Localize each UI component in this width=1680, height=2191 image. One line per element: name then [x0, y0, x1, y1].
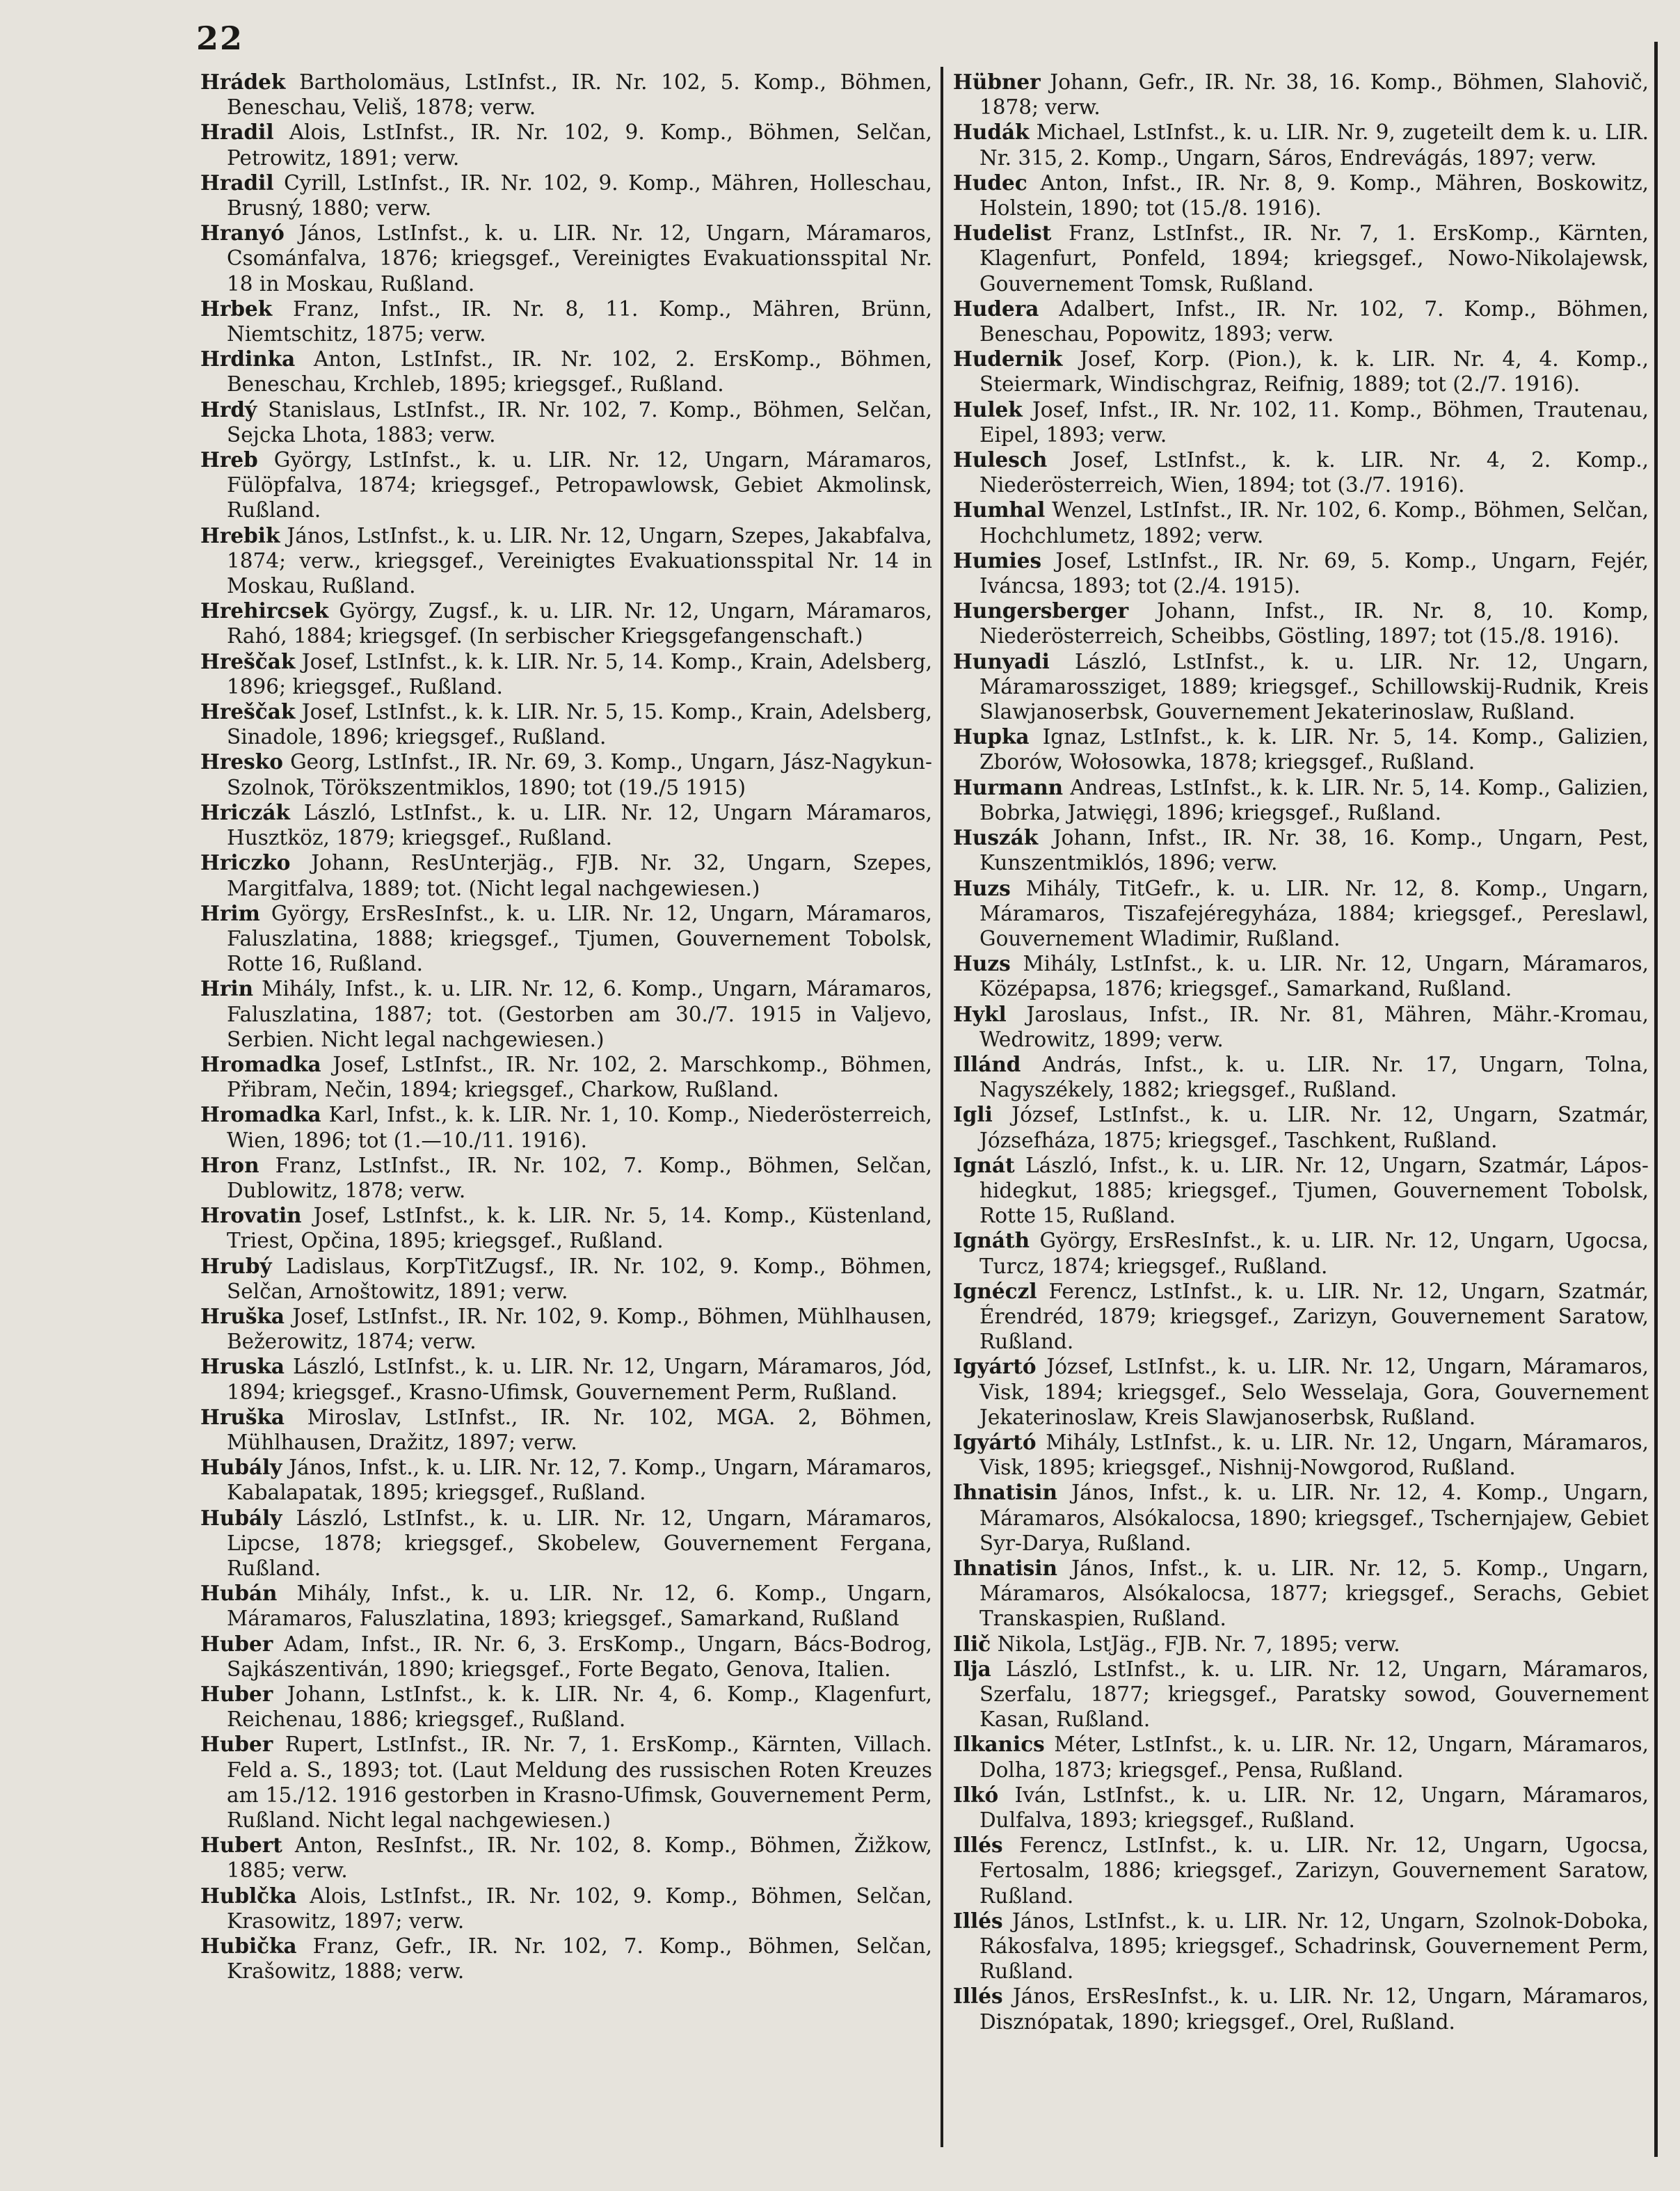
list-entry: [953, 1052, 1649, 1102]
list-entry: [200, 447, 932, 523]
list-entry: [200, 1833, 932, 1883]
list-entry: [953, 397, 1649, 447]
entry-surname: Hungersberger: [953, 598, 1129, 623]
right-column: [953, 70, 1649, 2034]
entry-surname: Huszák: [953, 825, 1039, 850]
entry-surname: Illánd: [953, 1051, 1021, 1076]
entry-surname: Hruska: [200, 1354, 285, 1379]
entry-surname: Hrdinka: [200, 346, 296, 372]
list-entry: [200, 120, 932, 170]
list-entry: [200, 523, 932, 599]
entry-details: László, LstInfst., k. u. LIR. Nr. 12, Ungarn, Máramarossziget, 1889; kriegsgef., Schillowskij-Rudnik, Kreis Slawjanoserbsk, Gouvernement Jekaterinoslaw, Rußland.: [979, 649, 1649, 724]
list-entry: [953, 1833, 1649, 1909]
entry-details: Alois, LstInfst., IR. Nr. 102, 9. Komp., Böhmen, Selčan, Krasowitz, 1897; verw.: [227, 1883, 932, 1933]
list-entry: [200, 901, 932, 977]
list-entry: [953, 1354, 1649, 1430]
entry-details: Johann, ResUnterjäg., FJB. Nr. 32, Ungarn, Szepes, Margitfalva, 1889; tot. (Nicht legal nachgewiesen.): [227, 851, 932, 900]
entry-details: Cyrill, LstInfst., IR. Nr. 102, 9. Komp., Mähren, Holleschau, Brusný, 1880; verw.: [227, 170, 932, 221]
entry-surname: Huber: [200, 1732, 273, 1757]
entry-surname: Hriczko: [200, 850, 291, 875]
entry-details: Franz, Infst., IR. Nr. 8, 11. Komp., Mähren, Brünn, Niemtschitz, 1875; verw.: [227, 296, 932, 346]
column-divider: [941, 67, 943, 2147]
entry-details: Ferencz, LstInfst., k. u. LIR. Nr. 12, Ungarn, Ugocsa, Fertosalm, 1886; kriegsgef., Zarizyn, Gouvernement Saratow, Rußland.: [979, 1833, 1649, 1908]
list-entry: [953, 775, 1649, 825]
list-entry: [200, 1934, 932, 1984]
list-entry: [953, 1153, 1649, 1229]
entry-details: László, LstInfst., k. u. LIR. Nr. 12, Ungarn Máramaros, Husztköz, 1879; kriegsgef., Rußland.: [227, 800, 932, 850]
entry-surname: Hromadka: [200, 1102, 321, 1127]
entry-details: János, Infst., k. u. LIR. Nr. 12, 5. Komp., Ungarn, Máramaros, Alsókalocsa, 1877; kriegsgef., Serachs, Gebiet Transkaspien, Rußland.: [979, 1556, 1649, 1631]
entry-details: Alois, LstInfst., IR. Nr. 102, 9. Komp., Böhmen, Selčan, Petrowitz, 1891; verw.: [227, 120, 932, 170]
list-entry: [953, 649, 1649, 725]
entry-surname: Igyártó: [953, 1354, 1037, 1379]
list-entry: [200, 1883, 932, 1934]
entry-surname: Illés: [953, 1984, 1003, 2009]
entry-details: Karl, Infst., k. k. LIR. Nr. 1, 10. Komp., Niederösterreich, Wien, 1896; tot (1.—10./11. 1916).: [227, 1103, 932, 1152]
list-entry: [200, 1203, 932, 1253]
entry-surname: Illés: [953, 1908, 1003, 1933]
list-entry: [200, 1455, 932, 1505]
entry-details: Mihály, Infst., k. u. LIR. Nr. 12, 6. Komp., Ungarn, Máramaros, Faluszlatina, 1887; tot. (Gestorben am 30./7. 1915 in Valjevo, Serbien. Nicht legal nachgewiesen.): [227, 977, 932, 1051]
entry-details: Ferencz, LstInfst., k. u. LIR. Nr. 12, Ungarn, Szatmár, Érendréd, 1879; kriegsgef., Zarizyn, Gouvernement Saratow, Rußland.: [979, 1279, 1649, 1354]
entry-surname: Hubert: [200, 1833, 282, 1858]
entry-details: Josef, Korp. (Pion.), k. k. LIR. Nr. 4, 4. Komp., Steiermark, Windischgraz, Reifnig, 1889; tot (2./7. 1916).: [979, 347, 1649, 397]
list-entry: [953, 724, 1649, 774]
list-entry: [200, 221, 932, 296]
list-entry: [200, 170, 932, 221]
entry-details: Ignaz, LstInfst., k. k. LIR. Nr. 5, 14. Komp., Galizien, Zborów, Wołosowka, 1878; kriegsgef., Rußland.: [979, 725, 1649, 774]
entry-surname: Huber: [200, 1682, 273, 1706]
entry-surname: Ilja: [953, 1656, 991, 1681]
list-entry: [200, 699, 932, 749]
entry-details: László, Infst., k. u. LIR. Nr. 12, Ungarn, Szatmár, Lápos-hidegkut, 1885; kriegsgef., Tjumen, Gouvernement Tobolsk, Rotte 15, Rußland.: [979, 1153, 1649, 1228]
entry-surname: Humhal: [953, 497, 1046, 523]
entry-details: Josef, LstInfst., IR. Nr. 69, 5. Komp., Ungarn, Fejér, Iváncsa, 1893; tot (2./4. 1915).: [979, 548, 1649, 598]
list-entry: [200, 1354, 932, 1404]
list-entry: [200, 1153, 932, 1203]
entry-details: László, LstInfst., k. u. LIR. Nr. 12, Ungarn, Máramaros, Szerfalu, 1877; kriegsgef., Paratsky sowod, Gouvernement Kasan, Rußland.: [979, 1657, 1649, 1732]
entry-details: Johann, Infst., IR. Nr. 38, 16. Komp., Ungarn, Pest, Kunszentmiklós, 1896; verw.: [979, 826, 1649, 875]
list-entry: [953, 876, 1649, 952]
list-entry: [953, 70, 1649, 120]
entry-details: Josef, LstInfst., IR. Nr. 102, 2. Marschkomp., Böhmen, Přibram, Nečin, 1894; kriegsgef., Charkow, Rußland.: [227, 1052, 932, 1102]
entry-details: Méter, LstInfst., k. u. LIR. Nr. 12, Ungarn, Máramaros, Dolha, 1873; kriegsgef., Pensa, Rußland.: [979, 1732, 1649, 1782]
entry-surname: Hreb: [200, 447, 258, 472]
entry-surname: Hreščak: [200, 699, 296, 724]
entry-details: György, ErsResInfst., k. u. LIR. Nr. 12, Ungarn, Máramaros, Faluszlatina, 1888; kriegsgef., Tjumen, Gouvernement Tobolsk, Rotte 16, Rußland.: [227, 901, 932, 976]
list-entry: [200, 1052, 932, 1102]
entry-surname: Hromadka: [200, 1051, 321, 1076]
list-entry: [953, 1102, 1649, 1152]
list-entry: [953, 1632, 1649, 1657]
entry-details: János, LstInfst., k. u. LIR. Nr. 12, Ungarn, Szolnok-Doboka, Rákosfalva, 1895; kriegsgef., Schadrinsk, Gouvernement Perm, Rußland.: [979, 1909, 1649, 1984]
entry-details: Georg, LstInfst., IR. Nr. 69, 3. Komp., Ungarn, Jász-Nagykun-Szolnok, Törökszentmiklos, 1890; tot (19./5 1915): [227, 750, 932, 799]
entry-surname: Hriczák: [200, 799, 290, 824]
list-entry: [953, 1657, 1649, 1732]
entry-surname: Igli: [953, 1102, 993, 1127]
list-entry: [953, 1556, 1649, 1632]
entry-surname: Ihnatisin: [953, 1480, 1057, 1505]
list-entry: [953, 1732, 1649, 1782]
entry-details: Iván, LstInfst., k. u. LIR. Nr. 12, Ungarn, Máramaros, Dulfalva, 1893; kriegsgef., Rußland.: [979, 1783, 1649, 1833]
list-entry: [200, 1506, 932, 1581]
list-entry: [953, 221, 1649, 296]
entry-surname: Hresko: [200, 749, 283, 774]
list-entry: [953, 1228, 1649, 1278]
entry-surname: Hrehircsek: [200, 598, 329, 623]
list-entry: [953, 825, 1649, 875]
entry-details: László, LstInfst., k. u. LIR. Nr. 12, Ungarn, Máramaros, Lipcse, 1878; kriegsgef., Skobelew, Gouvernement Fergana, Rußland.: [227, 1506, 932, 1580]
list-entry: [200, 1682, 932, 1732]
entry-surname: Hurmann: [953, 774, 1064, 799]
entry-details: Josef, LstInfst., k. k. LIR. Nr. 5, 15. Komp., Krain, Adelsberg, Sinadole, 1896; kriegsgef., Rußland.: [227, 700, 932, 749]
page-number: 22: [196, 19, 244, 57]
entry-details: László, LstInfst., k. u. LIR. Nr. 12, Ungarn, Máramaros, Jód, 1894; kriegsgef., Krasno-Ufimsk, Gouvernement Perm, Rußland.: [227, 1355, 932, 1404]
entry-details: György, LstInfst., k. u. LIR. Nr. 12, Ungarn, Máramaros, Fülöpfalva, 1874; kriegsgef., Petropawlowsk, Gebiet Akmolinsk, Rußland.: [227, 448, 932, 523]
entry-details: Josef, LstInfst., IR. Nr. 102, 9. Komp., Böhmen, Mühlhausen, Bežerowitz, 1874; verw.: [227, 1304, 932, 1354]
list-entry: [200, 296, 932, 346]
entry-details: Ladislaus, KorpTitZugsf., IR. Nr. 102, 9. Komp., Böhmen, Selčan, Arnoštowitz, 1891; verw.: [227, 1254, 932, 1303]
entry-details: András, Infst., k. u. LIR. Nr. 17, Ungarn, Tolna, Nagyszékely, 1882; kriegsgef., Rußland.: [979, 1052, 1649, 1102]
entry-details: János, LstInfst., k. u. LIR. Nr. 12, Ungarn, Szepes, Jakabfalva, 1874; verw., kriegsgef., Vereinigtes Evakuationsspital Nr. 14 in Moskau, Rußland.: [227, 523, 932, 598]
list-entry: [953, 170, 1649, 221]
entry-surname: Hudák: [953, 120, 1030, 145]
entry-details: Johann, Infst., IR. Nr. 8, 10. Komp, Niederösterreich, Scheibbs, Göstling, 1897; tot (15./8. 1916).: [979, 599, 1649, 648]
list-entry: [200, 397, 932, 447]
entry-details: János, LstInfst., k. u. LIR. Nr. 12, Ungarn, Máramaros, Csománfalva, 1876; kriegsgef., Vereinigtes Evakuationsspital Nr. 18 in Moskau, Rußland.: [227, 221, 932, 296]
list-entry: [953, 1279, 1649, 1355]
entry-details: Adalbert, Infst., IR. Nr. 102, 7. Komp., Böhmen, Beneschau, Popowitz, 1893; verw.: [979, 296, 1649, 346]
entry-details: Mihály, TitGefr., k. u. LIR. Nr. 12, 8. Komp., Ungarn, Máramaros, Tiszafejéregyháza, 1884; kriegsgef., Pereslawl, Gouvernement Wladimir, Rußland.: [979, 876, 1649, 950]
list-entry: [953, 1002, 1649, 1052]
entry-details: Michael, LstInfst., k. u. LIR. Nr. 9, zugeteilt dem k. u. LIR. Nr. 315, 2. Komp., Ungarn, Sáros, Endrevágás, 1897; verw.: [979, 120, 1649, 170]
entry-surname: Hubička: [200, 1934, 297, 1959]
entry-surname: Hrubý: [200, 1253, 272, 1278]
list-entry: [200, 1254, 932, 1304]
entry-details: Anton, LstInfst., IR. Nr. 102, 2. ErsKomp., Böhmen, Beneschau, Krchleb, 1895; kriegsgef., Rußland.: [227, 347, 932, 397]
entry-details: Josef, LstInfst., k. k. LIR. Nr. 4, 2. Komp., Niederösterreich, Wien, 1894; tot (3./7. 1916).: [979, 448, 1649, 497]
entry-surname: Hubán: [200, 1581, 278, 1606]
entry-details: Adam, Infst., IR. Nr. 6, 3. ErsKomp., Ungarn, Bács-Bodrog, Sajkászentiván, 1890; kriegsgef., Forte Begato, Genova, Italien.: [227, 1632, 932, 1681]
entry-details: Johann, Gefr., IR. Nr. 38, 16. Komp., Böhmen, Slahovič, 1878; verw.: [979, 70, 1649, 120]
entry-details: Mihály, LstInfst., k. u. LIR. Nr. 12, Ungarn, Máramaros, Visk, 1895; kriegsgef., Nishnij-Nowgorod, Rußland.: [979, 1430, 1649, 1480]
entry-surname: Hulek: [953, 397, 1023, 422]
entry-details: Mihály, LstInfst., k. u. LIR. Nr. 12, Ungarn, Máramaros, Középapsa, 1876; kriegsgef., Samarkand, Rußland.: [979, 952, 1649, 1001]
entry-surname: Hruška: [200, 1404, 285, 1429]
entry-surname: Ilič: [953, 1631, 991, 1656]
entry-surname: Ignéczl: [953, 1278, 1037, 1303]
entry-surname: Hrovatin: [200, 1203, 302, 1228]
entry-details: Franz, Gefr., IR. Nr. 102, 7. Komp., Böhmen, Selčan, Krašowitz, 1888; verw.: [227, 1934, 932, 1984]
list-entry: [200, 976, 932, 1052]
list-entry: [200, 1304, 932, 1354]
entry-surname: Hrebik: [200, 523, 280, 548]
entry-surname: Ignáth: [953, 1228, 1030, 1253]
entry-details: József, LstInfst., k. u. LIR. Nr. 12, Ungarn, Szatmár, Józsefháza, 1875; kriegsgef., Taschkent, Rußland.: [979, 1103, 1649, 1152]
list-entry: [953, 598, 1649, 648]
entry-surname: Hübner: [953, 70, 1041, 94]
entry-details: Jaroslaus, Infst., IR. Nr. 81, Mähren, Mähr.-Kromau, Wedrowitz, 1899; verw.: [979, 1002, 1649, 1051]
entry-surname: Hradil: [200, 170, 274, 195]
entry-details: Stanislaus, LstInfst., IR. Nr. 102, 7. Komp., Böhmen, Selčan, Sejcka Lhota, 1883; verw.: [227, 397, 932, 447]
entry-surname: Huber: [200, 1631, 273, 1656]
entry-details: Franz, LstInfst., IR. Nr. 7, 1. ErsKomp., Kärnten, Klagenfurt, Ponfeld, 1894; kriegsgef., Nowo-Nikolajewsk, Gouvernement Tomsk, Rußland.: [979, 221, 1649, 296]
entry-surname: Hubály: [200, 1455, 282, 1480]
entry-surname: Igyártó: [953, 1429, 1037, 1454]
list-entry: [953, 1480, 1649, 1556]
entry-surname: Hudelist: [953, 221, 1052, 246]
list-entry: [200, 1632, 932, 1682]
list-entry: [953, 1783, 1649, 1833]
page-edge-rule: [1654, 42, 1658, 2157]
list-entry: [200, 649, 932, 699]
entry-details: György, Zugsf., k. u. LIR. Nr. 12, Ungarn, Máramaros, Rahó, 1884; kriegsgef. (In serbischer Kriegsgefangenschaft.): [227, 599, 932, 648]
list-entry: [200, 850, 932, 900]
list-entry: [953, 296, 1649, 346]
entry-surname: Hrin: [200, 976, 254, 1001]
entry-surname: Hubály: [200, 1505, 282, 1530]
list-entry: [200, 800, 932, 850]
list-entry: [953, 120, 1649, 170]
entry-surname: Illés: [953, 1833, 1003, 1858]
left-column: [200, 70, 932, 1984]
entry-surname: Ilkanics: [953, 1732, 1045, 1757]
list-entry: [200, 1581, 932, 1631]
list-entry: [200, 1405, 932, 1455]
entry-details: Josef, LstInfst., k. k. LIR. Nr. 5, 14. Komp., Küstenland, Triest, Opčina, 1895; kriegsgef., Rußland.: [227, 1204, 932, 1253]
list-entry: [953, 951, 1649, 1001]
entry-surname: Hunyadi: [953, 648, 1050, 674]
entry-surname: Hykl: [953, 1001, 1007, 1026]
entry-surname: Hudera: [953, 296, 1039, 321]
entry-surname: Hupka: [953, 724, 1030, 749]
entry-surname: Hrádek: [200, 70, 286, 94]
entry-details: Bartholomäus, LstInfst., IR. Nr. 102, 5. Komp., Böhmen, Beneschau, Veliš, 1878; verw.: [227, 70, 932, 120]
entry-details: János, Infst., k. u. LIR. Nr. 12, 7. Komp., Ungarn, Máramaros, Kabalapatak, 1895; kriegsgef., Rußland.: [227, 1456, 932, 1505]
entry-details: György, ErsResInfst., k. u. LIR. Nr. 12, Ungarn, Ugocsa, Turcz, 1874; kriegsgef., Rußland.: [979, 1229, 1649, 1278]
list-entry: [953, 497, 1649, 548]
entry-surname: Hradil: [200, 120, 274, 145]
list-entry: [200, 346, 932, 397]
entry-surname: Hudec: [953, 170, 1027, 195]
entry-surname: Hranyó: [200, 221, 285, 246]
entry-details: Josef, Infst., IR. Nr. 102, 11. Komp., Böhmen, Trautenau, Eipel, 1893; verw.: [979, 397, 1649, 447]
entry-surname: Ilkó: [953, 1782, 999, 1807]
entry-surname: Ignát: [953, 1152, 1015, 1177]
entry-details: Miroslav, LstInfst., IR. Nr. 102, MGA. 2, Böhmen, Mühlhausen, Dražitz, 1897; verw.: [227, 1405, 932, 1454]
list-entry: [953, 548, 1649, 598]
entry-details: Nikola, LstJäg., FJB. Nr. 7, 1895; verw.: [997, 1632, 1400, 1656]
list-entry: [953, 1984, 1649, 2034]
entry-details: Rupert, LstInfst., IR. Nr. 7, 1. ErsKomp., Kärnten, Villach. Feld a. S., 1893; tot. (Laut Meldung des russischen Roten Kreuzes am 15./12. 1916 gestorben in Krasno-Ufimsk, Gouvernement Perm, Rußland. Nicht legal nachgewiesen.): [227, 1732, 932, 1833]
entry-surname: Hruška: [200, 1303, 285, 1328]
list-entry: [200, 598, 932, 648]
entry-surname: Ihnatisin: [953, 1555, 1057, 1580]
entry-details: Anton, Infst., IR. Nr. 8, 9. Komp., Mähren, Boskowitz, Holstein, 1890; tot (15./8. 1916).: [979, 170, 1649, 221]
list-entry: [200, 1102, 932, 1152]
list-entry: [953, 346, 1649, 397]
entry-surname: Hreščak: [200, 648, 296, 674]
entry-surname: Hrbek: [200, 296, 273, 321]
entry-details: Mihály, Infst., k. u. LIR. Nr. 12, 6. Komp., Ungarn, Máramaros, Faluszlatina, 1893; kriegsgef., Samarkand, Rußland: [227, 1581, 932, 1631]
list-entry: [953, 447, 1649, 497]
entry-details: Andreas, LstInfst., k. k. LIR. Nr. 5, 14. Komp., Galizien, Bobrka, Jatwięgi, 1896; kriegsgef., Rußland.: [979, 775, 1649, 824]
entry-surname: Hulesch: [953, 447, 1048, 472]
entry-details: Johann, LstInfst., k. k. LIR. Nr. 4, 6. Komp., Klagenfurt, Reichenau, 1886; kriegsgef., Rußland.: [227, 1682, 932, 1732]
entry-details: Franz, LstInfst., IR. Nr. 102, 7. Komp., Böhmen, Selčan, Dublowitz, 1878; verw.: [227, 1153, 932, 1202]
entry-surname: Huzs: [953, 875, 1011, 900]
list-entry: [200, 70, 932, 120]
entry-surname: Hron: [200, 1152, 259, 1177]
entry-surname: Hrim: [200, 900, 260, 925]
list-entry: [953, 1909, 1649, 1984]
list-entry: [953, 1430, 1649, 1480]
entry-details: Josef, LstInfst., k. k. LIR. Nr. 5, 14. Komp., Krain, Adelsberg, 1896; kriegsgef., Rußland.: [227, 649, 932, 699]
entry-surname: Hrdý: [200, 397, 257, 422]
entry-surname: Huzs: [953, 951, 1011, 976]
entry-details: József, LstInfst., k. u. LIR. Nr. 12, Ungarn, Máramaros, Visk, 1894; kriegsgef., Selo Wesselaja, Gora, Gouvernement Jekaterinoslaw, Kreis Slawjanoserbsk, Rußland.: [979, 1355, 1649, 1429]
list-entry: [200, 1732, 932, 1833]
entry-details: Wenzel, LstInfst., IR. Nr. 102, 6. Komp., Böhmen, Selčan, Hochchlumetz, 1892; verw.: [979, 498, 1649, 548]
entry-surname: Humies: [953, 548, 1042, 573]
list-entry: [200, 749, 932, 799]
entry-surname: Hublčka: [200, 1883, 297, 1908]
entry-surname: Hudernik: [953, 346, 1063, 372]
entry-details: Anton, ResInfst., IR. Nr. 102, 8. Komp., Böhmen, Žižkow, 1885; verw.: [227, 1833, 932, 1883]
entry-details: János, ErsResInfst., k. u. LIR. Nr. 12, Ungarn, Máramaros, Disznópatak, 1890; kriegsgef., Orel, Rußland.: [979, 1984, 1649, 2034]
entry-details: János, Infst., k. u. LIR. Nr. 12, 4. Komp., Ungarn, Máramaros, Alsókalocsa, 1890; kriegsgef., Tschernjajew, Gebiet Syr-Darya, Rußland.: [979, 1481, 1649, 1555]
